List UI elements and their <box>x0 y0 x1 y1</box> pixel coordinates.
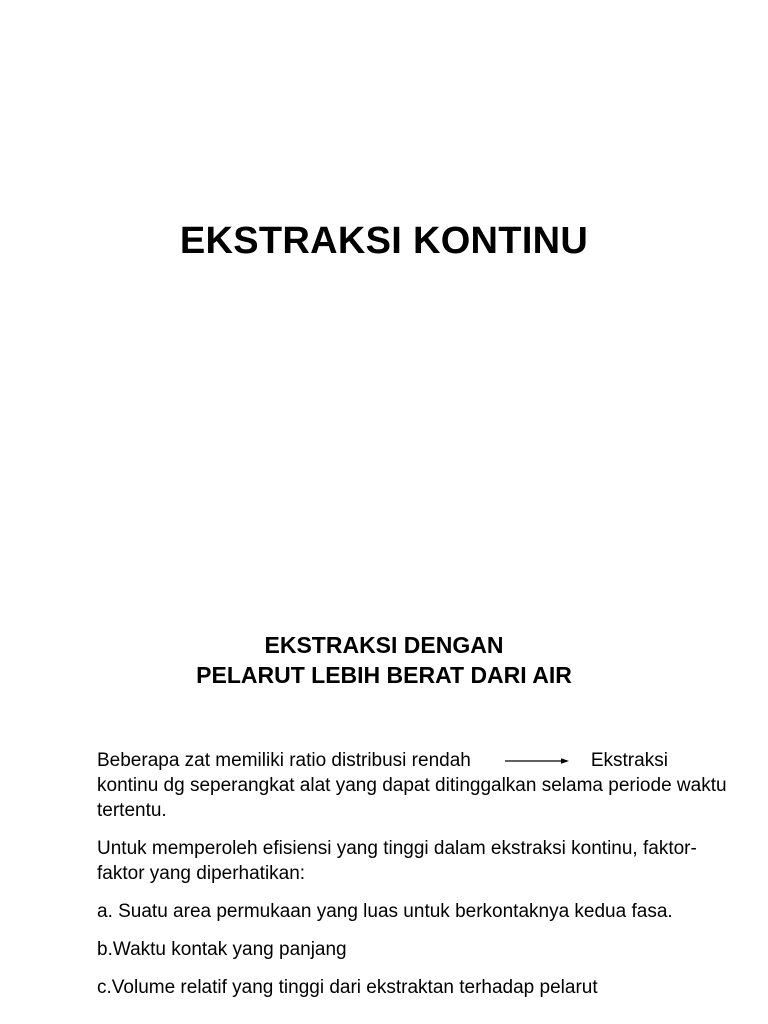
factor-item-a: a. Suatu area permukaan yang luas untuk berkontaknya kedua fasa. <box>97 901 673 922</box>
factor-item-c: c.Volume relatif yang tinggi dari ekstraktan terhadap pelarut <box>97 977 598 998</box>
paragraph-efficiency: Untuk memperoleh efisiensi yang tinggi dalam ekstraksi kontinu, faktor-faktor yang diperhatikan: <box>97 838 697 884</box>
body-text <box>97 748 727 1013</box>
subtitle-line-2: PELARUT LEBIH BERAT DARI AIR <box>196 662 572 688</box>
subtitle-line-1: EKSTRAKSI DENGAN <box>264 632 504 658</box>
paragraph-text-after-arrow: Ekstraksi <box>590 750 668 771</box>
factor-item-b: b.Waktu kontak yang panjang <box>97 939 347 960</box>
section-subtitle <box>0 630 768 690</box>
paragraph-text-before-arrow: Beberapa zat memiliki ratio distribusi rendah <box>97 750 471 771</box>
right-arrow-icon <box>505 756 569 766</box>
page-title: EKSTRAKSI KONTINU <box>179 220 589 262</box>
paragraph-continuation: kontinu dg seperangkat alat yang dapat ditinggalkan selama periode waktu tertentu. <box>97 775 727 821</box>
paragraph-distribution-ratio <box>97 748 727 823</box>
paragraph-first-line <box>97 748 727 773</box>
